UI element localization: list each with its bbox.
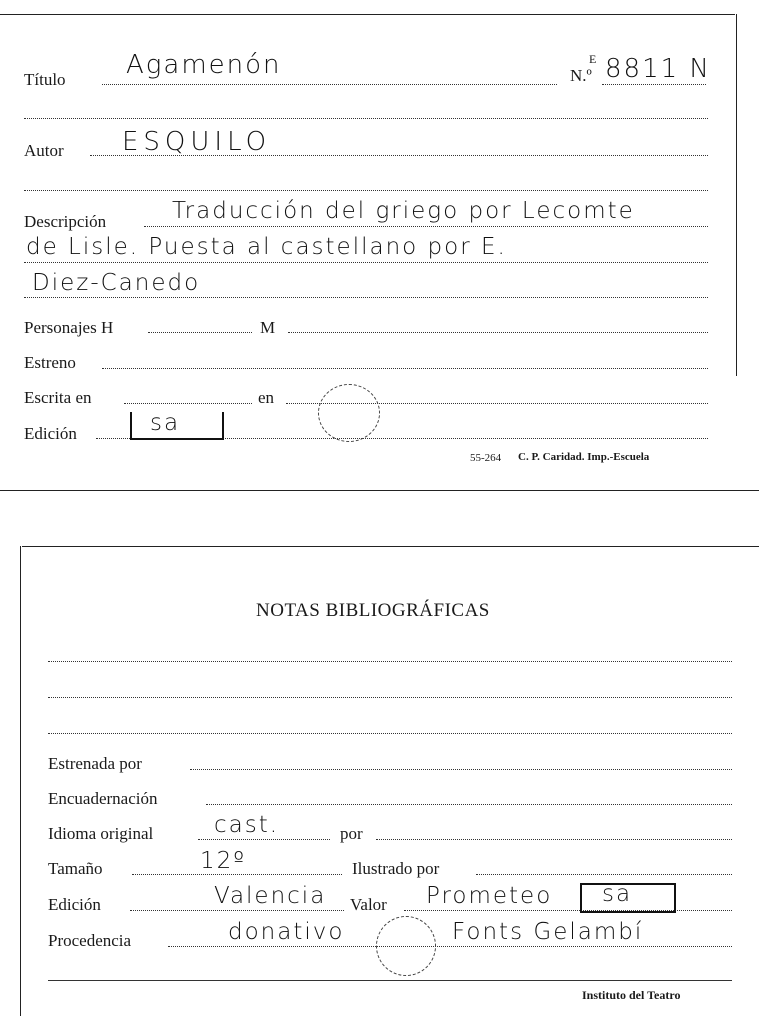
numero-value: 8811 N [605,54,711,84]
autor-value: ESQUILO [122,127,272,157]
notas-line-1 [48,661,732,662]
catalog-card-back [0,540,759,1028]
card-bottom-edge [0,490,759,491]
descripcion-line-1 [144,226,708,227]
card-right-edge [736,14,737,376]
ilustrado-label: Ilustrado por [352,859,440,878]
estrenada-line [190,769,732,770]
encuadernacion-line [206,804,732,805]
notas-line-3 [48,733,732,734]
autor-label: Autor [24,141,64,160]
punch-hole-back [376,916,436,976]
por-label: por [340,824,363,843]
catalog-card-front [0,0,759,500]
punch-hole [318,384,380,442]
personajes-h-line [148,332,252,333]
descripcion-line-3 [24,297,708,298]
valor-value: Prometeo [426,883,553,909]
descripcion-value-1: Traducción del griego por Lecomte [172,198,635,224]
personajes-label: Personajes H [24,318,114,337]
tamano-label: Tamaño [48,859,103,878]
ilustrado-line [476,874,732,875]
valor-label: Valor [350,895,387,914]
descripcion-value-3: Diez-Canedo [32,270,201,296]
idioma-label: Idioma original [48,824,154,843]
notas-line-2 [48,697,732,698]
instituto-footer: Instituto del Teatro [582,988,681,1002]
por-line [376,839,732,840]
idioma-value: cast. [214,812,280,838]
edicion-back-label: Edición [48,895,101,914]
valor-bracket-value: sa [602,881,633,907]
escrita-line [124,403,252,404]
titulo-line [102,84,557,85]
estrenada-label: Estrenada por [48,754,142,773]
edicion-back-value: Valencia [214,883,327,909]
estreno-line [102,368,708,369]
numero-line [602,84,706,85]
edicion-label: Edición [24,424,77,443]
numero-label: N.º [570,66,592,85]
edicion-back-line [130,910,344,911]
descripcion-label: Descripción [24,212,107,231]
procedencia-label: Procedencia [48,931,132,950]
blank-line-1 [24,118,708,119]
card-top-edge [0,14,735,15]
tamano-line [132,874,342,875]
notas-heading: NOTAS BIBLIOGRÁFICAS [256,600,490,621]
procedencia-value: donativo [228,919,345,945]
tamano-value: 12º [200,848,247,874]
personajes-m-label: M [260,318,276,337]
escrita-en-label: en [258,388,275,407]
estreno-label: Estreno [24,353,76,372]
idioma-line [198,839,330,840]
escrita-label: Escrita en [24,388,92,407]
printer-code: 55-264 [470,452,502,464]
edicion-value: sa [150,410,181,436]
card-back-top-edge [22,546,759,547]
encuadernacion-label: Encuadernación [48,789,158,808]
titulo-label: Título [24,70,66,89]
procedencia-value-2: Fonts Gelambí [452,919,644,945]
personajes-m-line [288,332,708,333]
printer-name: C. P. Caridad. Imp.-Escuela [518,451,650,463]
procedencia-line [168,946,732,947]
blank-line-2 [24,190,708,191]
descripcion-value-2: de Lisle. Puesta al castellano por E. [26,234,507,260]
bottom-line [48,980,732,981]
valor-line [404,910,732,911]
titulo-value: Agamenón [126,50,282,80]
card-back-left-edge [20,546,21,1016]
numero-superscript: E [589,52,597,66]
descripcion-line-2 [24,262,708,263]
